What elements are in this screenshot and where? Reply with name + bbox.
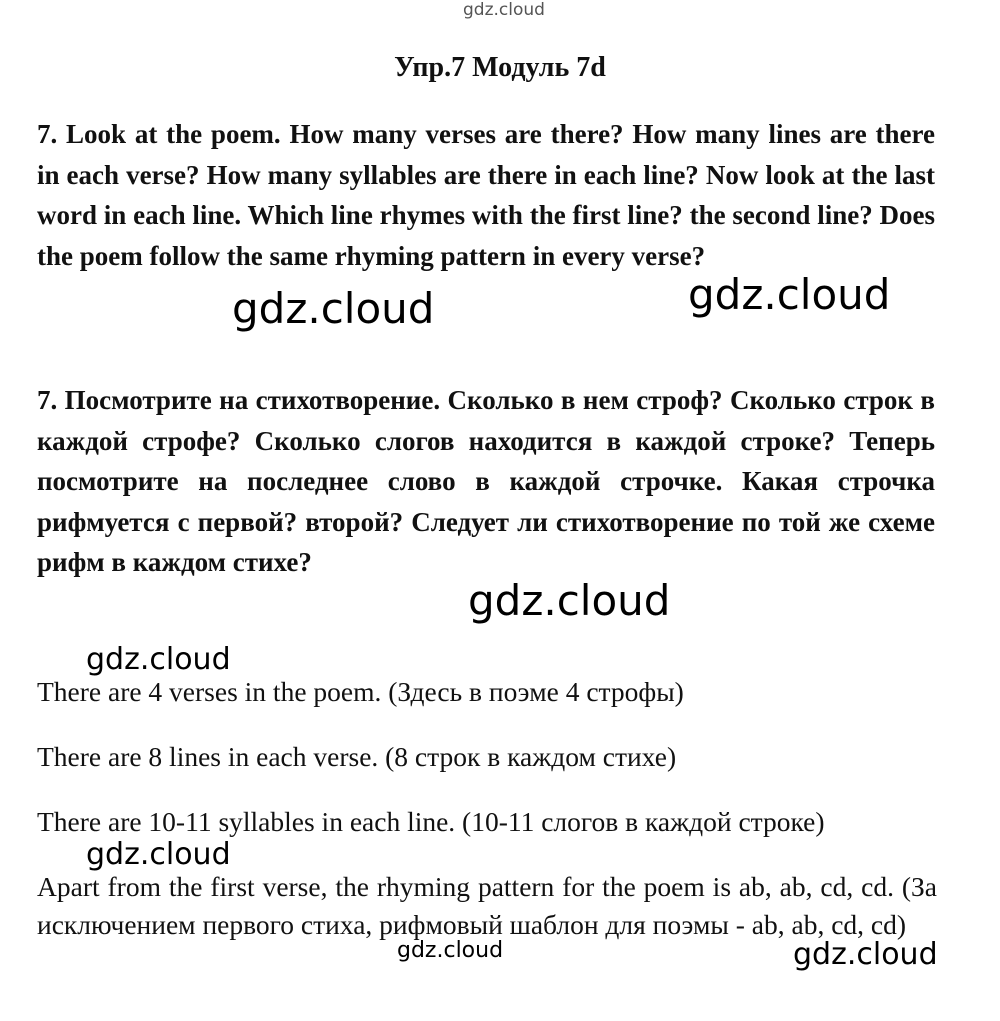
watermark-top: gdz.cloud bbox=[463, 0, 545, 20]
watermark: gdz.cloud bbox=[232, 284, 435, 333]
watermark: gdz.cloud bbox=[397, 938, 504, 963]
task-text-english: 7. Look at the poem. How many verses are there? How many lines are there in each verse? How many syllables are there in each line? Now look at the last word in each line. Which line rhymes with the first line? the second line? Does the poem follow the same rhyming pattern in every verse? bbox=[37, 119, 935, 271]
answer-line: There are 10-11 syllables in each line. (10-11 слогов в каждой строке) bbox=[37, 806, 825, 837]
page-title: Упр.7 Модуль 7d bbox=[394, 52, 606, 83]
watermark: gdz.cloud bbox=[793, 937, 938, 972]
watermark: gdz.cloud bbox=[688, 270, 891, 319]
answer-line: There are 4 verses in the poem. (Здесь в поэме 4 строфы) bbox=[37, 676, 684, 707]
answer-line: Apart from the first verse, the rhyming pattern for the poem is ab, ab, cd, cd. (За исключением первого стиха, рифмовый шаблон для поэмы - ab, ab, cd, cd) bbox=[37, 871, 937, 940]
watermark: gdz.cloud bbox=[468, 576, 671, 625]
watermark: gdz.cloud bbox=[86, 642, 231, 677]
answer-line: There are 8 lines in each verse. (8 строк в каждом стихе) bbox=[37, 741, 677, 772]
watermark: gdz.cloud bbox=[86, 837, 231, 872]
task-text-russian: 7. Посмотрите на стихотворение. Сколько в нем строф? Сколько строк в каждой строфе? Сколько слогов находится в каждой строке? Теперь посмотрите на последнее слово в каждой строчке. Какая строчка рифмуется с первой? второй? Следует ли стихотворение по той же схеме рифм в каждом стихе? bbox=[37, 385, 935, 577]
